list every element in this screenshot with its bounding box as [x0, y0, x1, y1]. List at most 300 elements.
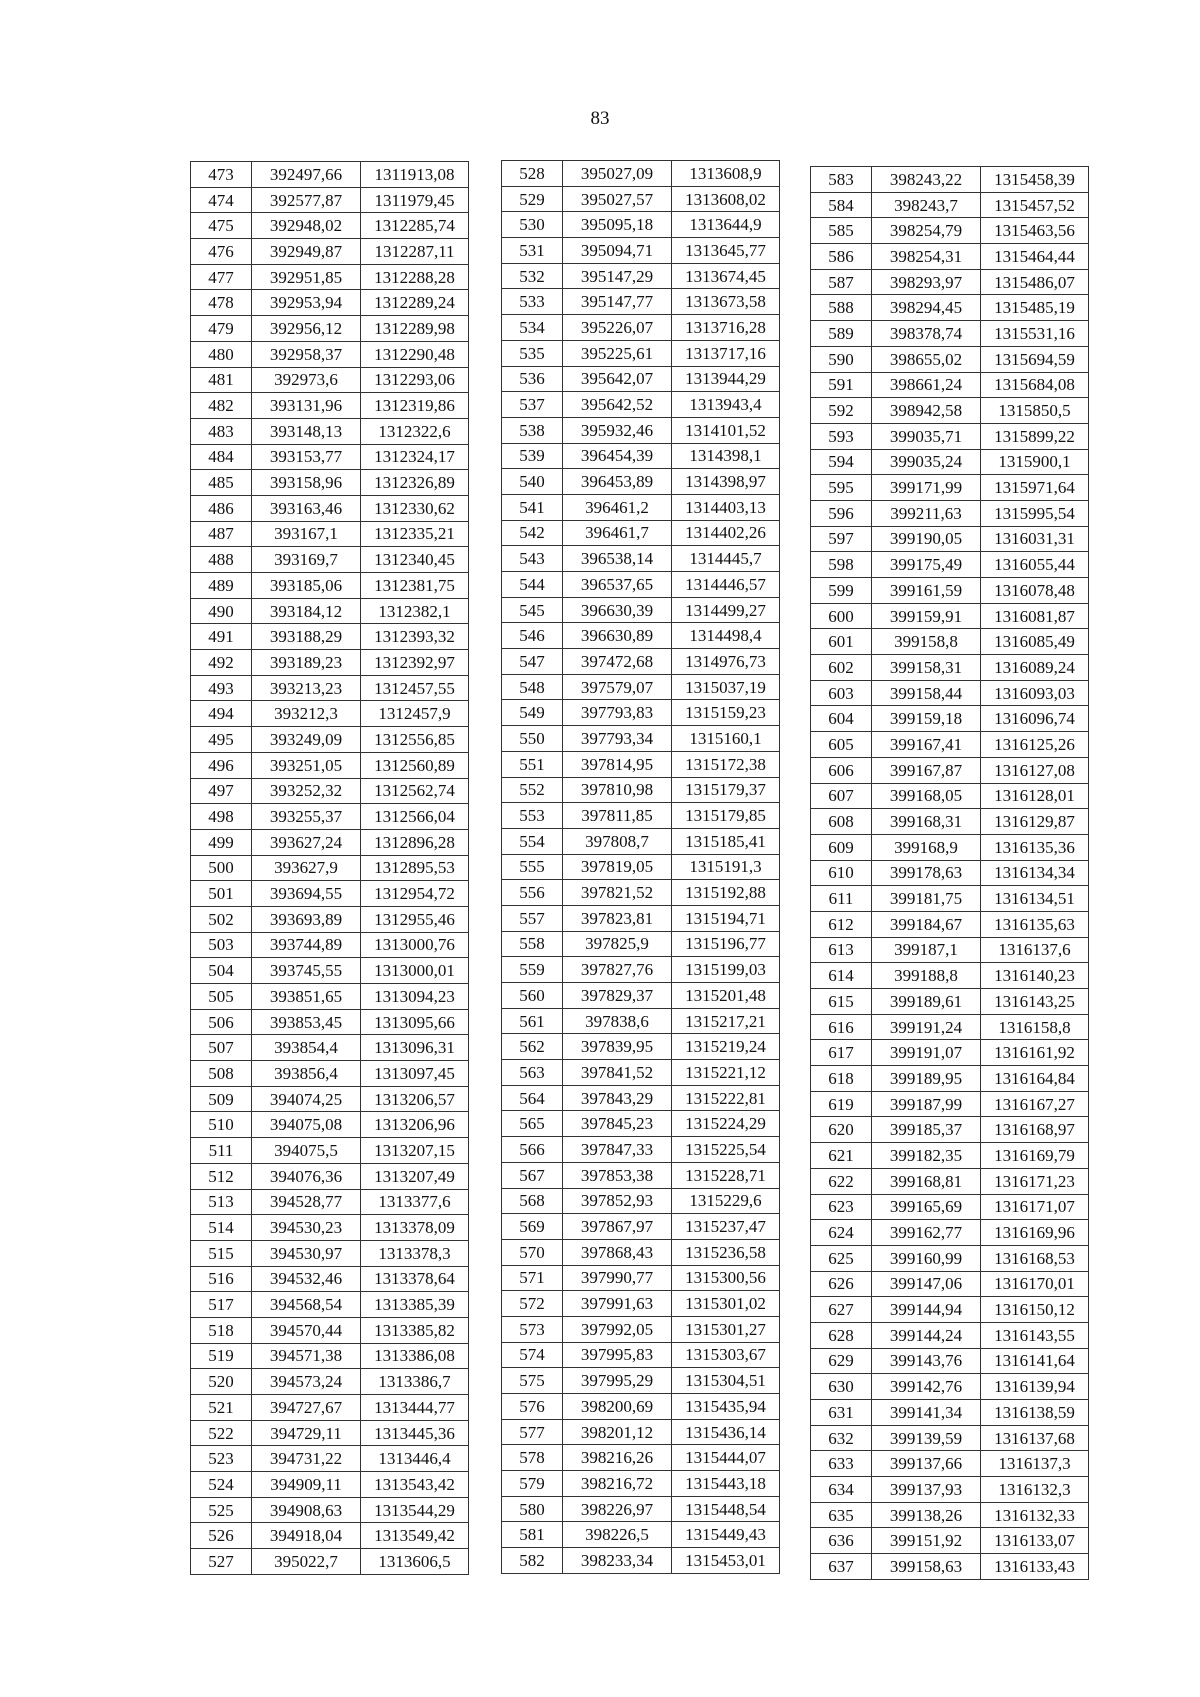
x-coordinate-cell: 399147,06 [872, 1271, 981, 1297]
table-row [191, 984, 469, 1010]
y-coordinate-cell: 1313000,01 [361, 958, 469, 984]
table-row [191, 213, 469, 239]
x-coordinate-cell: 394570,44 [252, 1317, 361, 1343]
y-coordinate-cell: 1312322,6 [361, 418, 469, 444]
point-number-cell: 581 [502, 1522, 563, 1548]
x-coordinate-cell: 399162,77 [872, 1220, 981, 1246]
point-number-cell: 636 [811, 1528, 872, 1554]
y-coordinate-cell: 1316133,07 [981, 1528, 1089, 1554]
point-number-cell: 566 [502, 1137, 563, 1163]
point-number-cell: 634 [811, 1477, 872, 1503]
y-coordinate-cell: 1316134,34 [981, 860, 1089, 886]
x-coordinate-cell: 397843,29 [563, 1085, 672, 1111]
table-row [191, 752, 469, 778]
table-row [811, 218, 1089, 244]
y-coordinate-cell: 1313386,08 [361, 1343, 469, 1369]
point-number-cell: 591 [811, 372, 872, 398]
table-row [502, 186, 780, 212]
point-number-cell: 537 [502, 392, 563, 418]
x-coordinate-cell: 396453,89 [563, 469, 672, 495]
x-coordinate-cell: 394528,77 [252, 1189, 361, 1215]
table-row [191, 341, 469, 367]
y-coordinate-cell: 1313608,9 [672, 161, 780, 187]
point-number-cell: 521 [191, 1395, 252, 1421]
table-row [191, 1163, 469, 1189]
table-row [811, 1066, 1089, 1092]
point-number-cell: 564 [502, 1085, 563, 1111]
point-number-cell: 622 [811, 1168, 872, 1194]
x-coordinate-cell: 399187,99 [872, 1091, 981, 1117]
table-row [502, 366, 780, 392]
y-coordinate-cell: 1316078,48 [981, 578, 1089, 604]
x-coordinate-cell: 399182,35 [872, 1143, 981, 1169]
point-number-cell: 477 [191, 264, 252, 290]
y-coordinate-cell: 1312381,75 [361, 573, 469, 599]
x-coordinate-cell: 399144,94 [872, 1297, 981, 1323]
y-coordinate-cell: 1315179,37 [672, 777, 780, 803]
table-row [191, 804, 469, 830]
point-number-cell: 530 [502, 212, 563, 238]
y-coordinate-cell: 1316132,33 [981, 1502, 1089, 1528]
point-number-cell: 505 [191, 984, 252, 1010]
point-number-cell: 504 [191, 958, 252, 984]
x-coordinate-cell: 399144,24 [872, 1322, 981, 1348]
y-coordinate-cell: 1315196,77 [672, 931, 780, 957]
point-number-cell: 553 [502, 803, 563, 829]
y-coordinate-cell: 1312457,55 [361, 675, 469, 701]
x-coordinate-cell: 397579,07 [563, 674, 672, 700]
y-coordinate-cell: 1316135,63 [981, 911, 1089, 937]
x-coordinate-cell: 394568,54 [252, 1292, 361, 1318]
y-coordinate-cell: 1316143,55 [981, 1322, 1089, 1348]
y-coordinate-cell: 1316167,27 [981, 1091, 1089, 1117]
point-number-cell: 632 [811, 1425, 872, 1451]
table-row [502, 674, 780, 700]
y-coordinate-cell: 1315464,44 [981, 244, 1089, 270]
y-coordinate-cell: 1313446,4 [361, 1446, 469, 1472]
x-coordinate-cell: 393163,46 [252, 495, 361, 521]
y-coordinate-cell: 1315448,54 [672, 1496, 780, 1522]
y-coordinate-cell: 1315457,52 [981, 192, 1089, 218]
y-coordinate-cell: 1313095,66 [361, 1009, 469, 1035]
y-coordinate-cell: 1316143,25 [981, 989, 1089, 1015]
table-row [191, 187, 469, 213]
x-coordinate-cell: 394908,63 [252, 1497, 361, 1523]
y-coordinate-cell: 1313673,58 [672, 289, 780, 315]
y-coordinate-cell: 1315850,5 [981, 398, 1089, 424]
point-number-cell: 560 [502, 983, 563, 1009]
y-coordinate-cell: 1312562,74 [361, 778, 469, 804]
point-number-cell: 575 [502, 1368, 563, 1394]
point-number-cell: 601 [811, 629, 872, 655]
point-number-cell: 610 [811, 860, 872, 886]
point-number-cell: 607 [811, 783, 872, 809]
table-row [811, 603, 1089, 629]
x-coordinate-cell: 399160,99 [872, 1245, 981, 1271]
y-coordinate-cell: 1315458,39 [981, 167, 1089, 193]
x-coordinate-cell: 396461,7 [563, 520, 672, 546]
table-row [502, 1214, 780, 1240]
y-coordinate-cell: 1316093,03 [981, 680, 1089, 706]
y-coordinate-cell: 1315221,12 [672, 1060, 780, 1086]
y-coordinate-cell: 1315435,94 [672, 1394, 780, 1420]
x-coordinate-cell: 398226,5 [563, 1522, 672, 1548]
point-number-cell: 586 [811, 244, 872, 270]
point-number-cell: 485 [191, 470, 252, 496]
table-row [811, 680, 1089, 706]
table-row [502, 1471, 780, 1497]
y-coordinate-cell: 1316129,87 [981, 809, 1089, 835]
table-row [191, 906, 469, 932]
x-coordinate-cell: 399171,99 [872, 475, 981, 501]
point-number-cell: 611 [811, 886, 872, 912]
table-row [502, 289, 780, 315]
x-coordinate-cell: 399035,24 [872, 449, 981, 475]
point-number-cell: 594 [811, 449, 872, 475]
y-coordinate-cell: 1313943,4 [672, 392, 780, 418]
y-coordinate-cell: 1316168,97 [981, 1117, 1089, 1143]
table-row [502, 238, 780, 264]
x-coordinate-cell: 399184,67 [872, 911, 981, 937]
x-coordinate-cell: 397814,95 [563, 751, 672, 777]
point-number-cell: 531 [502, 238, 563, 264]
y-coordinate-cell: 1315159,23 [672, 700, 780, 726]
x-coordinate-cell: 394573,24 [252, 1369, 361, 1395]
point-number-cell: 525 [191, 1497, 252, 1523]
x-coordinate-cell: 397829,37 [563, 983, 672, 1009]
y-coordinate-cell: 1315194,71 [672, 905, 780, 931]
table-row [502, 1368, 780, 1394]
y-coordinate-cell: 1316135,36 [981, 834, 1089, 860]
y-coordinate-cell: 1315684,08 [981, 372, 1089, 398]
x-coordinate-cell: 397995,29 [563, 1368, 672, 1394]
point-number-cell: 625 [811, 1245, 872, 1271]
table-row [811, 244, 1089, 270]
y-coordinate-cell: 1311979,45 [361, 187, 469, 213]
y-coordinate-cell: 1316169,79 [981, 1143, 1089, 1169]
table-row [502, 494, 780, 520]
point-number-cell: 570 [502, 1239, 563, 1265]
point-number-cell: 516 [191, 1266, 252, 1292]
y-coordinate-cell: 1312556,85 [361, 727, 469, 753]
point-number-cell: 629 [811, 1348, 872, 1374]
x-coordinate-cell: 399138,26 [872, 1502, 981, 1528]
y-coordinate-cell: 1316168,53 [981, 1245, 1089, 1271]
point-number-cell: 590 [811, 346, 872, 372]
table-row [191, 958, 469, 984]
y-coordinate-cell: 1316137,3 [981, 1451, 1089, 1477]
table-row [811, 1297, 1089, 1323]
x-coordinate-cell: 398200,69 [563, 1394, 672, 1420]
y-coordinate-cell: 1315694,59 [981, 346, 1089, 372]
table-row [502, 520, 780, 546]
y-coordinate-cell: 1315185,41 [672, 828, 780, 854]
point-number-cell: 561 [502, 1008, 563, 1034]
point-number-cell: 539 [502, 443, 563, 469]
table-row [191, 290, 469, 316]
point-number-cell: 554 [502, 828, 563, 854]
table-row [811, 1477, 1089, 1503]
y-coordinate-cell: 1313207,15 [361, 1138, 469, 1164]
y-coordinate-cell: 1316085,49 [981, 629, 1089, 655]
table-row [502, 751, 780, 777]
y-coordinate-cell: 1315199,03 [672, 957, 780, 983]
x-coordinate-cell: 395094,71 [563, 238, 672, 264]
x-coordinate-cell: 397992,05 [563, 1316, 672, 1342]
point-number-cell: 520 [191, 1369, 252, 1395]
x-coordinate-cell: 393856,4 [252, 1061, 361, 1087]
table-row [811, 526, 1089, 552]
table-row [811, 1117, 1089, 1143]
y-coordinate-cell: 1312330,62 [361, 495, 469, 521]
point-number-cell: 556 [502, 880, 563, 906]
point-number-cell: 619 [811, 1091, 872, 1117]
point-number-cell: 615 [811, 989, 872, 1015]
y-coordinate-cell: 1312324,17 [361, 444, 469, 470]
x-coordinate-cell: 393184,12 [252, 598, 361, 624]
x-coordinate-cell: 398243,7 [872, 192, 981, 218]
table-row [502, 1316, 780, 1342]
point-number-cell: 623 [811, 1194, 872, 1220]
x-coordinate-cell: 399137,66 [872, 1451, 981, 1477]
y-coordinate-cell: 1313377,6 [361, 1189, 469, 1215]
table-row [502, 572, 780, 598]
y-coordinate-cell: 1315179,85 [672, 803, 780, 829]
point-number-cell: 593 [811, 423, 872, 449]
table-row [811, 886, 1089, 912]
y-coordinate-cell: 1312285,74 [361, 213, 469, 239]
table-row [502, 828, 780, 854]
table-row [502, 1445, 780, 1471]
table-row [811, 1091, 1089, 1117]
x-coordinate-cell: 397841,52 [563, 1060, 672, 1086]
x-coordinate-cell: 397823,81 [563, 905, 672, 931]
point-number-cell: 522 [191, 1420, 252, 1446]
table-row [502, 983, 780, 1009]
point-number-cell: 576 [502, 1394, 563, 1420]
table-row [191, 1549, 469, 1575]
x-coordinate-cell: 398294,45 [872, 295, 981, 321]
point-number-cell: 589 [811, 321, 872, 347]
table-row [811, 809, 1089, 835]
x-coordinate-cell: 399181,75 [872, 886, 981, 912]
point-number-cell: 500 [191, 855, 252, 881]
table-row [502, 803, 780, 829]
x-coordinate-cell: 399158,31 [872, 655, 981, 681]
table-row [811, 963, 1089, 989]
x-coordinate-cell: 393627,24 [252, 829, 361, 855]
table-row [811, 989, 1089, 1015]
table-row [811, 1451, 1089, 1477]
point-number-cell: 630 [811, 1374, 872, 1400]
table-row [811, 1040, 1089, 1066]
y-coordinate-cell: 1315160,1 [672, 726, 780, 752]
table-row [191, 701, 469, 727]
y-coordinate-cell: 1316161,92 [981, 1040, 1089, 1066]
y-coordinate-cell: 1316125,26 [981, 732, 1089, 758]
point-number-cell: 573 [502, 1316, 563, 1342]
table-row [502, 1111, 780, 1137]
table-row [811, 1528, 1089, 1554]
x-coordinate-cell: 394530,23 [252, 1215, 361, 1241]
table-row [191, 1369, 469, 1395]
point-number-cell: 567 [502, 1162, 563, 1188]
point-number-cell: 549 [502, 700, 563, 726]
table-row [811, 295, 1089, 321]
point-number-cell: 495 [191, 727, 252, 753]
x-coordinate-cell: 399189,95 [872, 1066, 981, 1092]
point-number-cell: 512 [191, 1163, 252, 1189]
point-number-cell: 605 [811, 732, 872, 758]
y-coordinate-cell: 1314402,26 [672, 520, 780, 546]
y-coordinate-cell: 1313716,28 [672, 315, 780, 341]
x-coordinate-cell: 398293,97 [872, 269, 981, 295]
y-coordinate-cell: 1314398,1 [672, 443, 780, 469]
y-coordinate-cell: 1315304,51 [672, 1368, 780, 1394]
table-row [811, 655, 1089, 681]
x-coordinate-cell: 399175,49 [872, 552, 981, 578]
x-coordinate-cell: 399211,63 [872, 500, 981, 526]
y-coordinate-cell: 1315224,29 [672, 1111, 780, 1137]
y-coordinate-cell: 1315531,16 [981, 321, 1089, 347]
table-row [502, 726, 780, 752]
y-coordinate-cell: 1315192,88 [672, 880, 780, 906]
table-row [811, 321, 1089, 347]
table-row [811, 1400, 1089, 1426]
page-number: 83 [590, 108, 610, 129]
x-coordinate-cell: 397808,7 [563, 828, 672, 854]
table-row [502, 1137, 780, 1163]
y-coordinate-cell: 1315037,19 [672, 674, 780, 700]
x-coordinate-cell: 398216,72 [563, 1471, 672, 1497]
x-coordinate-cell: 399158,63 [872, 1554, 981, 1580]
table-row [811, 834, 1089, 860]
table-row [191, 367, 469, 393]
point-number-cell: 578 [502, 1445, 563, 1471]
coordinates-table-1 [190, 161, 469, 1575]
table-row [502, 1239, 780, 1265]
y-coordinate-cell: 1312340,45 [361, 547, 469, 573]
y-coordinate-cell: 1314498,4 [672, 623, 780, 649]
x-coordinate-cell: 393148,13 [252, 418, 361, 444]
x-coordinate-cell: 398378,74 [872, 321, 981, 347]
y-coordinate-cell: 1313549,42 [361, 1523, 469, 1549]
x-coordinate-cell: 396630,39 [563, 597, 672, 623]
x-coordinate-cell: 397868,43 [563, 1239, 672, 1265]
y-coordinate-cell: 1312382,1 [361, 598, 469, 624]
x-coordinate-cell: 396454,39 [563, 443, 672, 469]
x-coordinate-cell: 393251,05 [252, 752, 361, 778]
table-row [502, 1394, 780, 1420]
point-number-cell: 499 [191, 829, 252, 855]
y-coordinate-cell: 1316137,6 [981, 937, 1089, 963]
x-coordinate-cell: 393131,96 [252, 393, 361, 419]
point-number-cell: 526 [191, 1523, 252, 1549]
point-number-cell: 614 [811, 963, 872, 989]
x-coordinate-cell: 395027,57 [563, 186, 672, 212]
table-row [502, 1188, 780, 1214]
x-coordinate-cell: 395022,7 [252, 1549, 361, 1575]
y-coordinate-cell: 1315444,07 [672, 1445, 780, 1471]
point-number-cell: 518 [191, 1317, 252, 1343]
y-coordinate-cell: 1316081,87 [981, 603, 1089, 629]
x-coordinate-cell: 399167,41 [872, 732, 981, 758]
y-coordinate-cell: 1316096,74 [981, 706, 1089, 732]
y-coordinate-cell: 1312326,89 [361, 470, 469, 496]
point-number-cell: 571 [502, 1265, 563, 1291]
y-coordinate-cell: 1315225,54 [672, 1137, 780, 1163]
table-row [191, 1215, 469, 1241]
point-number-cell: 555 [502, 854, 563, 880]
table-row [811, 937, 1089, 963]
table-row [811, 167, 1089, 193]
point-number-cell: 600 [811, 603, 872, 629]
x-coordinate-cell: 399142,76 [872, 1374, 981, 1400]
y-coordinate-cell: 1315236,58 [672, 1239, 780, 1265]
y-coordinate-cell: 1316137,68 [981, 1425, 1089, 1451]
point-number-cell: 506 [191, 1009, 252, 1035]
y-coordinate-cell: 1315217,21 [672, 1008, 780, 1034]
y-coordinate-cell: 1312289,24 [361, 290, 469, 316]
x-coordinate-cell: 395642,07 [563, 366, 672, 392]
y-coordinate-cell: 1313444,77 [361, 1395, 469, 1421]
x-coordinate-cell: 393745,55 [252, 958, 361, 984]
y-coordinate-cell: 1315301,27 [672, 1316, 780, 1342]
point-number-cell: 493 [191, 675, 252, 701]
x-coordinate-cell: 397838,6 [563, 1008, 672, 1034]
x-coordinate-cell: 398254,31 [872, 244, 981, 270]
x-coordinate-cell: 397853,38 [563, 1162, 672, 1188]
x-coordinate-cell: 395095,18 [563, 212, 672, 238]
y-coordinate-cell: 1312290,48 [361, 341, 469, 367]
x-coordinate-cell: 393213,23 [252, 675, 361, 701]
point-number-cell: 558 [502, 931, 563, 957]
x-coordinate-cell: 397825,9 [563, 931, 672, 957]
point-number-cell: 552 [502, 777, 563, 803]
x-coordinate-cell: 395027,09 [563, 161, 672, 187]
table-row [502, 1342, 780, 1368]
y-coordinate-cell: 1313674,45 [672, 263, 780, 289]
point-number-cell: 565 [502, 1111, 563, 1137]
y-coordinate-cell: 1315486,07 [981, 269, 1089, 295]
y-coordinate-cell: 1313094,23 [361, 984, 469, 1010]
table-row [191, 829, 469, 855]
table-row [811, 1143, 1089, 1169]
y-coordinate-cell: 1316031,31 [981, 526, 1089, 552]
x-coordinate-cell: 398942,58 [872, 398, 981, 424]
table-row [811, 475, 1089, 501]
y-coordinate-cell: 1315219,24 [672, 1034, 780, 1060]
point-number-cell: 579 [502, 1471, 563, 1497]
point-number-cell: 585 [811, 218, 872, 244]
y-coordinate-cell: 1313385,39 [361, 1292, 469, 1318]
point-number-cell: 557 [502, 905, 563, 931]
table-row [502, 212, 780, 238]
y-coordinate-cell: 1315971,64 [981, 475, 1089, 501]
x-coordinate-cell: 399168,81 [872, 1168, 981, 1194]
table-row [191, 778, 469, 804]
y-coordinate-cell: 1315443,18 [672, 1471, 780, 1497]
y-coordinate-cell: 1315453,01 [672, 1548, 780, 1574]
x-coordinate-cell: 398254,79 [872, 218, 981, 244]
table-row [502, 469, 780, 495]
x-coordinate-cell: 392948,02 [252, 213, 361, 239]
table-row [502, 1419, 780, 1445]
point-number-cell: 480 [191, 341, 252, 367]
y-coordinate-cell: 1315201,48 [672, 983, 780, 1009]
coordinates-table-3 [810, 166, 1089, 1580]
table-row [191, 1112, 469, 1138]
